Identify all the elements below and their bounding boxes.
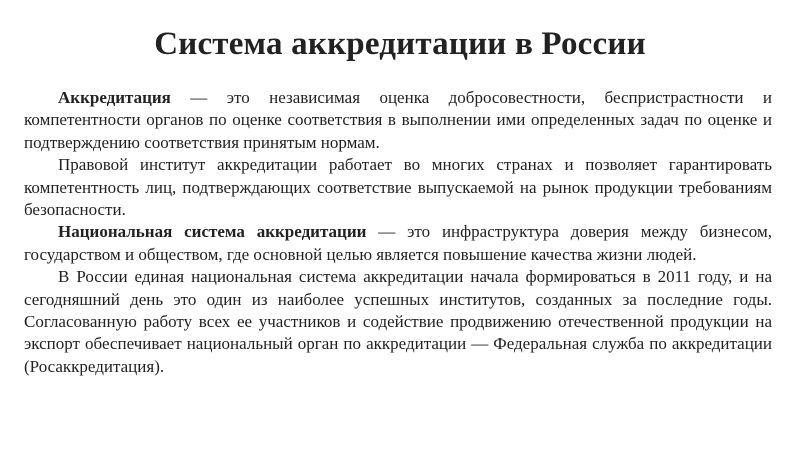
slide-title: Система аккредитации в России <box>154 26 646 62</box>
paragraph-text: — это инфраструктура доверия между бизнесом, государством и обществом, где основной целью является повышение качества жизни людей. <box>24 222 772 264</box>
paragraph-national-system <box>24 221 772 266</box>
term-national-system: Национальная система аккредитации <box>58 222 367 242</box>
paragraph-russia-history <box>24 266 772 378</box>
paragraph-accreditation-definition <box>24 87 772 154</box>
slide-body <box>24 87 772 378</box>
paragraph-text: — это независимая оценка добросовестности, беспристрастности и компетентности органов по оценке соответствия в выполнении ими определенных задач по оценке и подтверждению соответствия принятым нормам. <box>24 88 772 152</box>
term-accreditation: Аккредитация <box>58 88 171 107</box>
paragraph-text: Правовой институт аккредитации работает во многих странах и позволяет гарантировать компетентность лиц, подтверждающих соответствие выпускаемой на рынок продукции требованиям безопасности. <box>24 155 772 220</box>
paragraph-legal-institute <box>24 154 772 221</box>
paragraph-text: В России единая национальная система аккредитации начала формироваться в 2011 году, и на сегодняшний день это один из наиболее успешных институтов, созданных за последние годы. Согласованную работу всех ее участников и содействие продвижению отечественной продукции на экспорт обеспечивает национальный орган по аккредитации — Федеральная служба по аккредитации (Росаккредитация). <box>24 267 772 376</box>
